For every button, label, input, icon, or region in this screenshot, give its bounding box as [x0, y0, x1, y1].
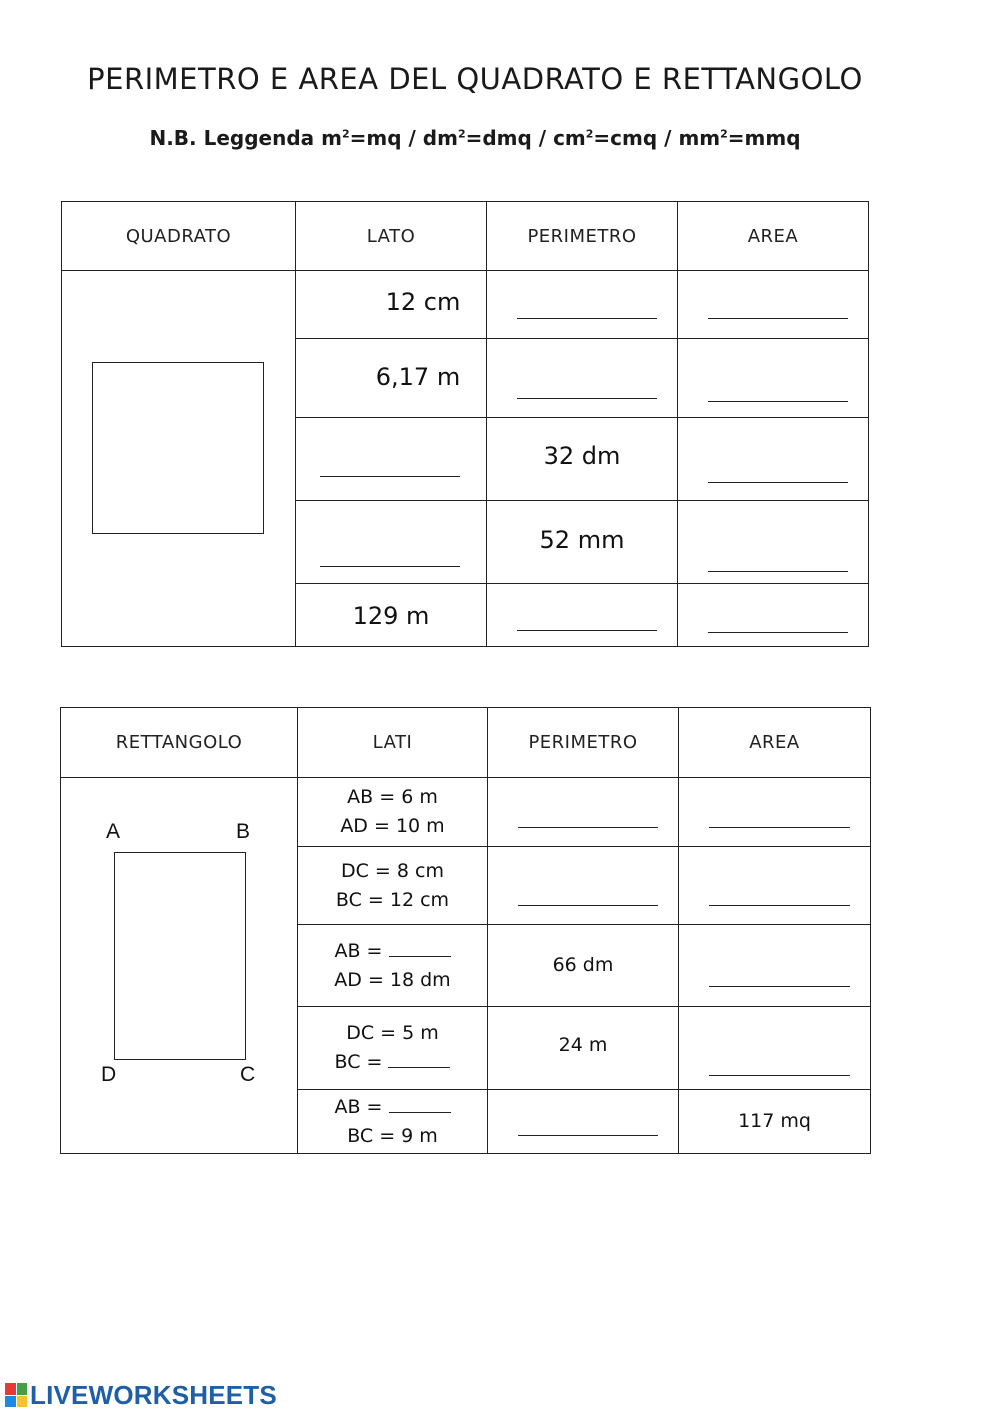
area-cell[interactable] [679, 1007, 871, 1090]
perimetro-cell[interactable] [488, 847, 679, 925]
header-perimetro: PERIMETRO [487, 202, 678, 271]
lato-line: AD = 18 dm [334, 968, 451, 991]
answer-blank[interactable] [708, 632, 848, 633]
lato-line: BC = 9 m [347, 1124, 438, 1147]
legend-prefix: N.B. Leggenda [149, 126, 322, 150]
area-cell[interactable] [678, 271, 869, 339]
lato-line [298, 1093, 487, 1122]
legend-eq: =mmq [727, 126, 801, 150]
area-cell [679, 1090, 871, 1154]
answer-blank[interactable] [518, 1135, 658, 1136]
area-cell[interactable] [678, 339, 869, 418]
logo-square [17, 1396, 28, 1408]
perimetro-cell [488, 925, 679, 1007]
perimetro-value: 66 dm [552, 954, 614, 976]
rectangle-shape [114, 852, 246, 1060]
lato-line [298, 937, 487, 966]
square-figure-cell [62, 271, 296, 647]
area-cell[interactable] [679, 778, 871, 847]
liveworksheets-logo[interactable] [5, 1381, 277, 1409]
lati-cell [298, 778, 488, 847]
rectangle-table [60, 707, 871, 1154]
lato-value: 12 cm [385, 287, 461, 316]
answer-blank[interactable] [708, 318, 848, 319]
lato-prefix: BC = [334, 1051, 389, 1073]
lato-prefix: AB = [334, 1095, 389, 1118]
lati-cell [298, 1090, 488, 1154]
legend-separator: / [531, 126, 554, 150]
lato-cell [296, 584, 487, 647]
area-cell[interactable] [678, 501, 869, 584]
legend-eq: =dmq [465, 126, 532, 150]
page-title: PERIMETRO E AREA DEL QUADRATO E RETTANGOLO [87, 62, 863, 96]
answer-blank[interactable] [708, 571, 848, 572]
lato-cell [296, 271, 487, 339]
logo-square [5, 1396, 16, 1408]
header-area: AREA [679, 708, 871, 778]
area-value: 117 mq [738, 1110, 811, 1132]
legend-unit: cm [553, 126, 586, 150]
answer-blank[interactable] [709, 905, 850, 906]
answer-blank[interactable] [517, 398, 657, 399]
legend-unit: mm [678, 126, 721, 150]
lato-cell[interactable] [296, 501, 487, 584]
lato-cell [296, 339, 487, 418]
answer-blank[interactable] [388, 1051, 450, 1068]
answer-blank[interactable] [389, 940, 451, 957]
answer-blank[interactable] [518, 905, 658, 906]
legend-exp: 2 [585, 127, 594, 141]
lati-cell [298, 847, 488, 925]
header-rettangolo: RETTANGOLO [61, 708, 298, 778]
area-cell[interactable] [679, 847, 871, 925]
legend-separator: / [401, 126, 423, 150]
perimetro-cell [487, 418, 678, 501]
legend-exp: 2 [720, 127, 728, 141]
area-cell[interactable] [678, 418, 869, 501]
answer-blank[interactable] [708, 482, 848, 483]
units-legend [0, 126, 950, 150]
rectangle-figure-cell [61, 778, 298, 1154]
legend-unit: dm [422, 126, 458, 150]
perimetro-cell [488, 1007, 679, 1090]
header-lato: LATO [296, 202, 487, 271]
answer-blank[interactable] [709, 986, 850, 987]
answer-blank[interactable] [709, 827, 850, 828]
vertex-b-label: B [236, 820, 251, 843]
lato-line: DC = 5 m [346, 1022, 439, 1044]
header-lati: LATI [298, 708, 488, 778]
logo-square [5, 1383, 16, 1395]
lato-value: 6,17 m [375, 363, 461, 391]
perimetro-cell[interactable] [488, 1090, 679, 1154]
perimetro-cell[interactable] [488, 778, 679, 847]
answer-blank[interactable] [389, 1096, 451, 1113]
area-cell[interactable] [679, 925, 871, 1007]
header-area: AREA [678, 202, 869, 271]
lato-line: BC = 12 cm [335, 888, 450, 911]
lato-value: 129 m [352, 602, 430, 630]
answer-blank[interactable] [320, 476, 460, 477]
header-perimetro: PERIMETRO [488, 708, 679, 778]
lati-cell [298, 1007, 488, 1090]
square-table [61, 201, 869, 647]
header-quadrato: QUADRATO [62, 202, 296, 271]
lato-cell[interactable] [296, 418, 487, 501]
legend-separator: / [657, 126, 679, 150]
lato-prefix: AB = [334, 939, 389, 962]
perimetro-cell [487, 501, 678, 584]
lati-cell [298, 925, 488, 1007]
logo-square [17, 1383, 28, 1395]
lato-line [298, 1048, 487, 1077]
legend-eq: =cmq [593, 126, 658, 150]
answer-blank[interactable] [320, 566, 460, 567]
answer-blank[interactable] [517, 318, 657, 319]
answer-blank[interactable] [708, 401, 848, 402]
logo-text: LIVEWORKSHEETS [30, 1379, 277, 1410]
legend-eq: =mq [349, 126, 402, 150]
perimetro-cell[interactable] [487, 339, 678, 418]
vertex-a-label: A [106, 820, 121, 843]
square-shape [92, 362, 264, 534]
perimetro-value: 24 m [558, 1034, 608, 1056]
vertex-c-label: C [240, 1063, 256, 1086]
perimetro-cell[interactable] [487, 584, 678, 647]
answer-blank[interactable] [518, 827, 658, 828]
lato-line: AD = 10 m [340, 815, 445, 837]
legend-exp: 2 [457, 127, 466, 141]
area-cell[interactable] [678, 584, 869, 647]
perimetro-value: 52 mm [539, 526, 625, 554]
perimetro-value: 32 dm [543, 442, 621, 470]
answer-blank[interactable] [709, 1075, 850, 1076]
legend-unit: m [321, 126, 342, 150]
lato-line: DC = 8 cm [341, 859, 444, 882]
perimetro-cell[interactable] [487, 271, 678, 339]
vertex-d-label: D [101, 1063, 117, 1086]
logo-mark-icon [5, 1383, 27, 1407]
legend-exp: 2 [341, 127, 350, 141]
answer-blank[interactable] [517, 630, 657, 631]
lato-line: AB = 6 m [347, 786, 438, 808]
